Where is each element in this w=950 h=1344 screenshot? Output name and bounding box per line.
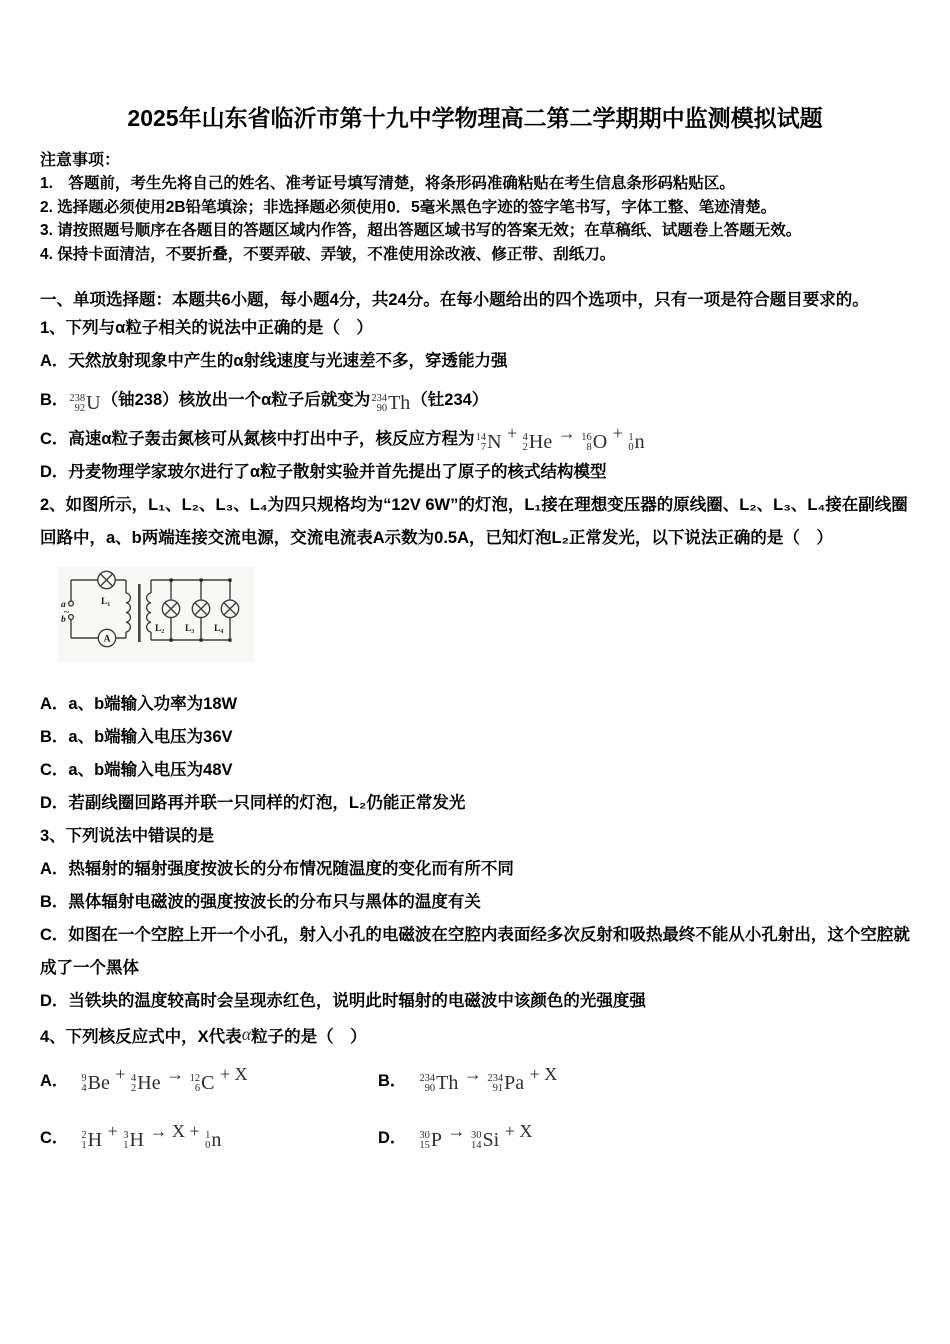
- ammeter-label: A: [103, 634, 111, 645]
- q4-options-grid: [40, 1064, 910, 1150]
- lamp-l2-label: L₂: [155, 624, 165, 634]
- q1-option-b: [40, 378, 910, 417]
- q4-option-d: [378, 1121, 557, 1150]
- junction-dot: [228, 579, 231, 582]
- q4-option-a: [40, 1064, 378, 1093]
- notice-item-4: 4. 保持卡面清洁，不要折叠，不要弄破、弄皱，不准使用涂改液、修正带、刮纸刀。: [40, 245, 616, 263]
- terminal-b-label: b: [61, 615, 66, 625]
- q4-option-d-formula: 30 15 P → 30 14 Si + X: [419, 1121, 533, 1151]
- q4-option-b-formula: 234 90 Th → 234 91 Pa + X: [419, 1064, 558, 1094]
- q4-option-b-label: B．: [378, 1071, 407, 1090]
- q4-stem-text-before: 4、下列核反应式中，X代表: [40, 1028, 242, 1046]
- page-title: 2025年山东省临沂市第十九中学物理高二第二学期期中监测模拟试题: [127, 105, 823, 131]
- primary-loop-wire: [71, 580, 126, 638]
- lamp-l4-label: L₄: [214, 624, 224, 634]
- junction-dot: [170, 639, 173, 642]
- q4-option-c-formula: 2 1 H + 3 1 H → X + 1 0 n: [81, 1121, 222, 1151]
- q4-option-a-formula: 9 4 Be + 4 2 He → 12 6 C + X: [81, 1064, 248, 1094]
- q2-option-b: B．a、b端输入电压为36V: [40, 728, 233, 746]
- lamp-l2-icon: [162, 600, 179, 617]
- secondary-coil: [147, 593, 151, 632]
- question-1-stem: 1、下列与α粒子相关的说法中正确的是（ ）: [40, 319, 373, 337]
- q1-option-b-label: B．: [40, 391, 69, 409]
- question-3-stem: 3、下列说法中错误的是: [40, 827, 215, 845]
- q4-option-c-label: C．: [40, 1128, 69, 1147]
- nuclide-thorium-234: 234 90 Th: [371, 392, 411, 414]
- primary-coil: [126, 593, 130, 632]
- q4-option-c: [40, 1121, 378, 1150]
- circuit-diagram: [58, 567, 254, 662]
- terminal-a-label: a: [61, 600, 66, 610]
- terminal-a: [69, 601, 74, 606]
- q3-option-d: D．当铁块的温度较高时会呈现赤红色，说明此时辐射的电磁波中该颜色的光强度强: [40, 992, 646, 1010]
- question-4-stem: [40, 1018, 910, 1054]
- junction-dot: [200, 579, 203, 582]
- junction-dot: [170, 579, 173, 582]
- circuit-diagram-svg: [58, 567, 254, 662]
- ammeter-icon: [98, 629, 115, 646]
- q1-option-b-text-2: （钍234）: [411, 391, 489, 409]
- q4-stem-text-after: 粒子的是（ ）: [251, 1028, 367, 1046]
- junction-dot: [228, 639, 231, 642]
- section-1-heading: 一、单项选择题：本题共6小题，每小题4分，共24分。在每小题给出的四个选项中，只有一项是符合题目要求的。: [40, 291, 869, 309]
- q3-option-a: A．热辐射的辐射强度按波长的分布情况随温度的变化而有所不同: [40, 860, 514, 878]
- q1-option-c: [40, 417, 910, 456]
- q3-option-c: C．如图在一个空腔上开一个小孔，射入小孔的电磁波在空腔内表面经多次反射和吸热最终不能从小孔射出，这个空腔就成了一个黑体: [40, 926, 910, 977]
- lamp-l3-icon: [192, 600, 209, 617]
- notice-item-3: 3. 请按照题号顺序在各题目的答题区域内作答，超出答题区域书写的答案无效；在草稿纸、试题卷上答题无效。: [40, 222, 802, 239]
- terminal-b: [69, 615, 74, 620]
- lamp-l3-label: L₃: [185, 624, 195, 634]
- lamp-l1-icon: [98, 571, 115, 588]
- q2-option-d: D．若副线圈回路再并联一只同样的灯泡，L₂仍能正常发光: [40, 794, 466, 812]
- q1-option-c-label: C．高速α粒子轰击氮核可从氮核中打出中子，核反应方程为: [40, 430, 475, 448]
- q4-option-b: [378, 1064, 557, 1093]
- q2-option-a: A．a、b端输入功率为18W: [40, 695, 238, 713]
- q4-option-d-label: D．: [378, 1128, 407, 1147]
- q1-option-d: D．丹麦物理学家玻尔进行了α粒子散射实验并首先提出了原子的核式结构模型: [40, 463, 607, 481]
- junction-dot: [200, 639, 203, 642]
- question-2-stem: 2、如图所示，L₁、L₂、L₃、L₄为四只规格均为“12V 6W”的灯泡，L₁接在理想变压器的原线圈、L₂、L₃、L₄接在副线圈回路中，a、b两端连接交流电源，交流电流表A示数为0.5A，已知灯泡L₂正常发光，以下说法正确的是（ ）: [40, 496, 908, 547]
- lamp-l4-icon: [221, 600, 238, 617]
- nuclide-uranium-238: 238 92 U: [69, 392, 101, 414]
- transformer-core: [138, 584, 141, 642]
- q1-option-a: A．天然放射现象中产生的α射线速度与光速差不多，穿透能力强: [40, 352, 508, 370]
- q1-option-c-reaction-formula: 14 7 N + 4 2 He → 16 8 O + 1 0 n: [475, 423, 645, 453]
- alpha-symbol: α: [241, 1024, 252, 1044]
- ac-source-symbol: ~: [64, 608, 69, 618]
- q1-option-b-text-1: （铀238）核放出一个α粒子后就变为: [101, 391, 371, 409]
- q3-option-b: B．黑体辐射电磁波的强度按波长的分布只与黑体的温度有关: [40, 893, 481, 911]
- notice-item-1: 1. 答题前，考生先将自己的姓名、准考证号填写清楚，将条形码准确粘贴在考生信息条形码粘贴区。: [40, 175, 735, 192]
- q4-option-a-label: A．: [40, 1071, 69, 1090]
- q2-option-c: C．a、b端输入电压为48V: [40, 761, 233, 779]
- lamp-l1-label: L₁: [101, 597, 111, 607]
- notice-item-2: 2. 选择题必须使用2B铅笔填涂；非选择题必须使用0．5毫米黑色字迹的签字笔书写，字体工整、笔迹清楚。: [40, 198, 777, 216]
- notice-heading: 注意事项：: [40, 152, 121, 169]
